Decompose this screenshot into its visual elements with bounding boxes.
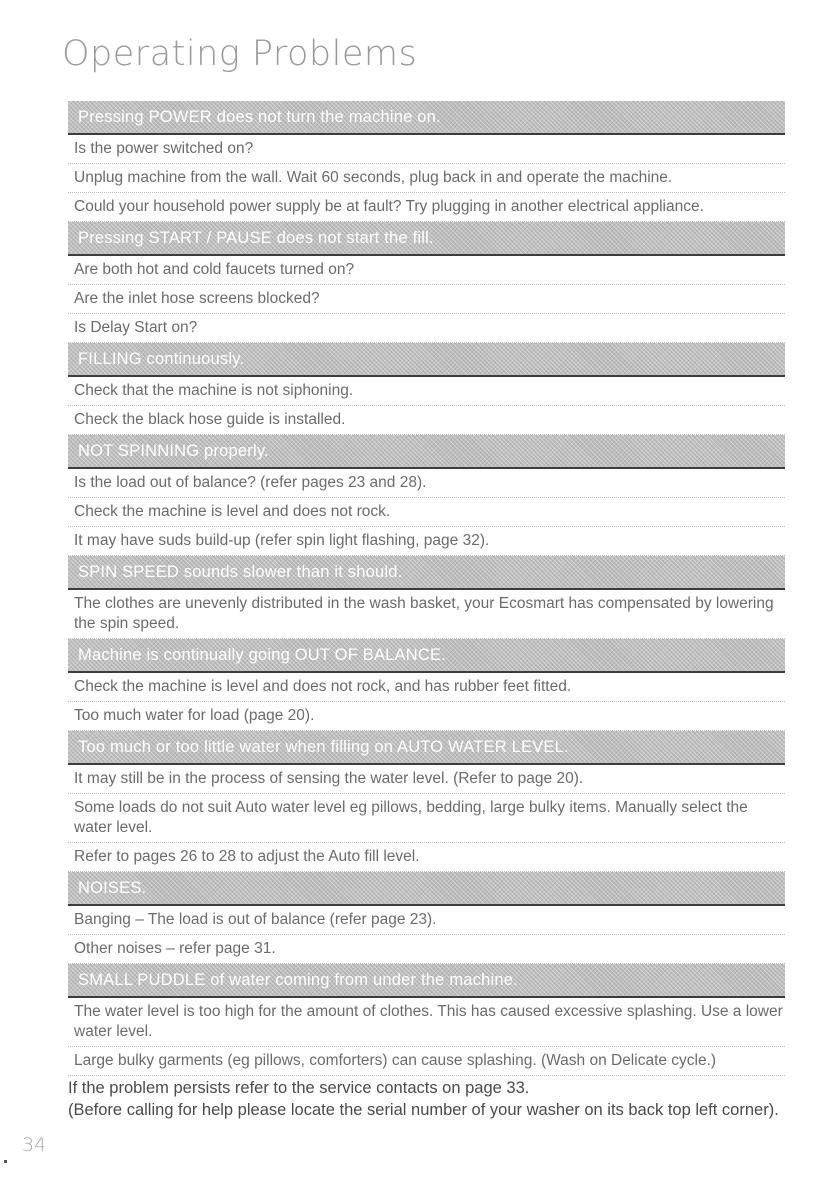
list-item: Some loads do not suit Auto water level eg pillows, bedding, large bulky items. Manually select the water level. bbox=[68, 794, 785, 843]
section-header: Pressing START / PAUSE does not start the fill. bbox=[68, 222, 785, 256]
list-item: Other noises – refer page 31. bbox=[68, 935, 785, 964]
list-item: Are the inlet hose screens blocked? bbox=[68, 285, 785, 314]
list-item: Check the black hose guide is installed. bbox=[68, 406, 785, 435]
list-item: The clothes are unevenly distributed in the wash basket, your Ecosmart has compensated by lowering the spin speed. bbox=[68, 590, 785, 639]
section-header: SMALL PUDDLE of water coming from under the machine. bbox=[68, 964, 785, 998]
problem-section bbox=[68, 731, 785, 872]
footer-line: (Before calling for help please locate the serial number of your washer on its back top left corner). bbox=[68, 1101, 779, 1119]
list-item: Could your household power supply be at fault? Try plugging in another electrical appliance. bbox=[68, 193, 785, 222]
section-header: SPIN SPEED sounds slower than it should. bbox=[68, 556, 785, 590]
list-item: Is Delay Start on? bbox=[68, 314, 785, 343]
page-number: 34 bbox=[22, 1134, 47, 1156]
list-item: Check the machine is level and does not rock, and has rubber feet fitted. bbox=[68, 673, 785, 702]
section-header: FILLING continuously. bbox=[68, 343, 785, 377]
list-item: Is the load out of balance? (refer pages 23 and 28). bbox=[68, 469, 785, 498]
section-header: Pressing POWER does not turn the machine on. bbox=[68, 101, 785, 135]
page-title: Operating Problems bbox=[62, 34, 418, 74]
list-item: Is the power switched on? bbox=[68, 135, 785, 164]
footer-note bbox=[68, 1077, 783, 1121]
problem-section bbox=[68, 872, 785, 964]
problem-section bbox=[68, 222, 785, 343]
list-item: Refer to pages 26 to 28 to adjust the Auto fill level. bbox=[68, 843, 785, 872]
problem-section bbox=[68, 435, 785, 556]
list-item: Are both hot and cold faucets turned on? bbox=[68, 256, 785, 285]
list-item: It may still be in the process of sensing the water level. (Refer to page 20). bbox=[68, 765, 785, 794]
section-header: Too much or too little water when filling on AUTO WATER LEVEL. bbox=[68, 731, 785, 765]
list-item: Check that the machine is not siphoning. bbox=[68, 377, 785, 406]
list-item: It may have suds build-up (refer spin light flashing, page 32). bbox=[68, 527, 785, 556]
list-item: The water level is too high for the amount of clothes. This has caused excessive splashing. Use a lower water level. bbox=[68, 998, 785, 1047]
problems-list bbox=[68, 101, 785, 1076]
problem-section bbox=[68, 639, 785, 731]
list-item: Banging – The load is out of balance (refer page 23). bbox=[68, 906, 785, 935]
problem-section bbox=[68, 964, 785, 1076]
section-header: NOISES. bbox=[68, 872, 785, 906]
scan-mark bbox=[4, 1160, 7, 1163]
list-item: Too much water for load (page 20). bbox=[68, 702, 785, 731]
problem-section bbox=[68, 101, 785, 222]
list-item: Large bulky garments (eg pillows, comforters) can cause splashing. (Wash on Delicate cycle.) bbox=[68, 1047, 785, 1076]
section-header: Machine is continually going OUT OF BALANCE. bbox=[68, 639, 785, 673]
problem-section bbox=[68, 556, 785, 639]
section-header: NOT SPINNING properly. bbox=[68, 435, 785, 469]
list-item: Check the machine is level and does not rock. bbox=[68, 498, 785, 527]
list-item: Unplug machine from the wall. Wait 60 seconds, plug back in and operate the machine. bbox=[68, 164, 785, 193]
problem-section bbox=[68, 343, 785, 435]
footer-line: If the problem persists refer to the service contacts on page 33. bbox=[68, 1079, 530, 1097]
